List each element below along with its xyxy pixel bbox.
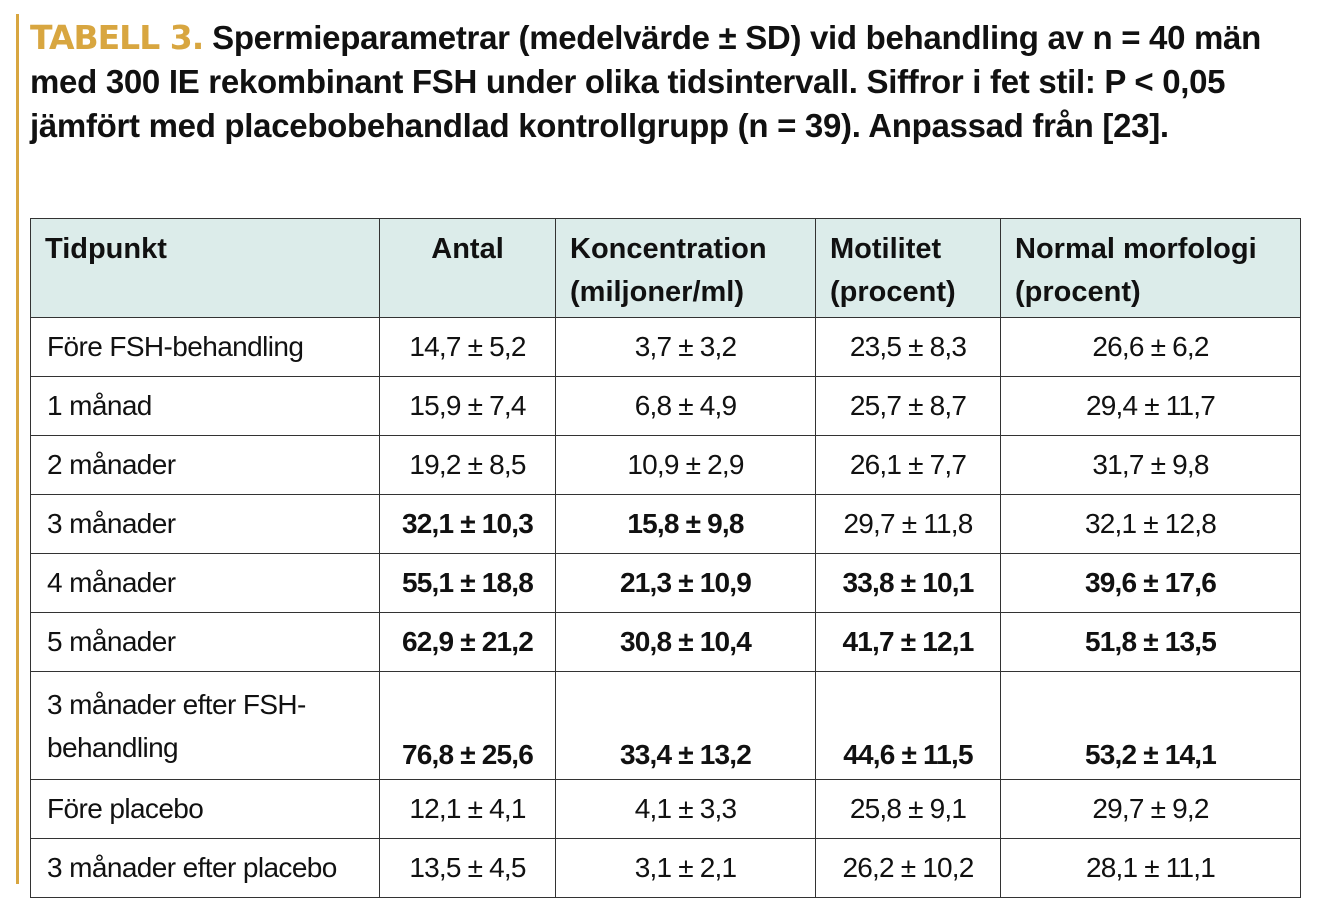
table-cell: 62,9 ± 21,2: [380, 613, 556, 672]
table-cell: 12,1 ± 4,1: [380, 780, 556, 839]
table-cell: 32,1 ± 10,3: [380, 495, 556, 554]
table-cell: 51,8 ± 13,5: [1001, 613, 1301, 672]
table-cell: 32,1 ± 12,8: [1001, 495, 1301, 554]
table-cell: 76,8 ± 25,6: [380, 672, 556, 780]
table-row: [31, 672, 1301, 780]
row-label: 3 månader efter FSH-behandling: [31, 672, 380, 780]
table-cell: 29,4 ± 11,7: [1001, 377, 1301, 436]
row-label: Före FSH-behandling: [31, 318, 380, 377]
row-label: 5 månader: [31, 613, 380, 672]
table-row: [31, 377, 1301, 436]
table-cell: 21,3 ± 10,9: [556, 554, 816, 613]
table-cell: 41,7 ± 12,1: [816, 613, 1001, 672]
table-row: [31, 554, 1301, 613]
table-cell: 30,8 ± 10,4: [556, 613, 816, 672]
header-koncentration: Koncentration (miljoner/ml): [556, 219, 816, 318]
row-label: 3 månader: [31, 495, 380, 554]
table-row: [31, 613, 1301, 672]
table-row: [31, 436, 1301, 495]
table-cell: 44,6 ± 11,5: [816, 672, 1001, 780]
table-body: [31, 318, 1301, 898]
table-cell: 3,1 ± 2,1: [556, 839, 816, 898]
table-cell: 23,5 ± 8,3: [816, 318, 1001, 377]
table-cell: 28,1 ± 11,1: [1001, 839, 1301, 898]
table-caption: [30, 16, 1280, 148]
table-cell: 3,7 ± 3,2: [556, 318, 816, 377]
table-cell: 14,7 ± 5,2: [380, 318, 556, 377]
table-cell: 4,1 ± 3,3: [556, 780, 816, 839]
table-cell: 25,7 ± 8,7: [816, 377, 1001, 436]
table-cell: 26,1 ± 7,7: [816, 436, 1001, 495]
table-row: [31, 780, 1301, 839]
table-cell: 25,8 ± 9,1: [816, 780, 1001, 839]
row-label: 1 månad: [31, 377, 380, 436]
header-normal-morfologi: Normal morfologi (procent): [1001, 219, 1301, 318]
table-cell: 55,1 ± 18,8: [380, 554, 556, 613]
table-cell: 15,9 ± 7,4: [380, 377, 556, 436]
accent-bar: [16, 14, 19, 884]
table-cell: 6,8 ± 4,9: [556, 377, 816, 436]
row-label: 2 månader: [31, 436, 380, 495]
row-label: 3 månader efter placebo: [31, 839, 380, 898]
table-row: [31, 495, 1301, 554]
table-cell: 26,2 ± 10,2: [816, 839, 1001, 898]
table-caption-label: TABELL 3.: [30, 18, 204, 57]
table-cell: 33,8 ± 10,1: [816, 554, 1001, 613]
table-cell: 29,7 ± 11,8: [816, 495, 1001, 554]
table-header-row: [31, 219, 1301, 318]
table-row: [31, 318, 1301, 377]
table-cell: 19,2 ± 8,5: [380, 436, 556, 495]
table-cell: 13,5 ± 4,5: [380, 839, 556, 898]
sperm-parameters-table: [30, 218, 1301, 898]
table-cell: 53,2 ± 14,1: [1001, 672, 1301, 780]
table-cell: 39,6 ± 17,6: [1001, 554, 1301, 613]
row-label: 4 månader: [31, 554, 380, 613]
row-label: Före placebo: [31, 780, 380, 839]
header-tidpunkt: Tidpunkt: [31, 219, 380, 318]
table-cell: 15,8 ± 9,8: [556, 495, 816, 554]
header-antal: Antal: [380, 219, 556, 318]
table-row: [31, 839, 1301, 898]
table-cell: 31,7 ± 9,8: [1001, 436, 1301, 495]
table-cell: 29,7 ± 9,2: [1001, 780, 1301, 839]
table-cell: 33,4 ± 13,2: [556, 672, 816, 780]
header-motilitet: Motilitet (procent): [816, 219, 1001, 318]
table-cell: 10,9 ± 2,9: [556, 436, 816, 495]
table-caption-text: Spermieparametrar (medelvärde ± SD) vid behandling av n = 40 män med 300 IE rekombinant FSH under olika tidsintervall. Siffror i fet stil: P < 0,05 jämfört med placebobehandlad kontrollgrupp (n = 39). Anpassad från [23].: [30, 19, 1261, 144]
table-cell: 26,6 ± 6,2: [1001, 318, 1301, 377]
